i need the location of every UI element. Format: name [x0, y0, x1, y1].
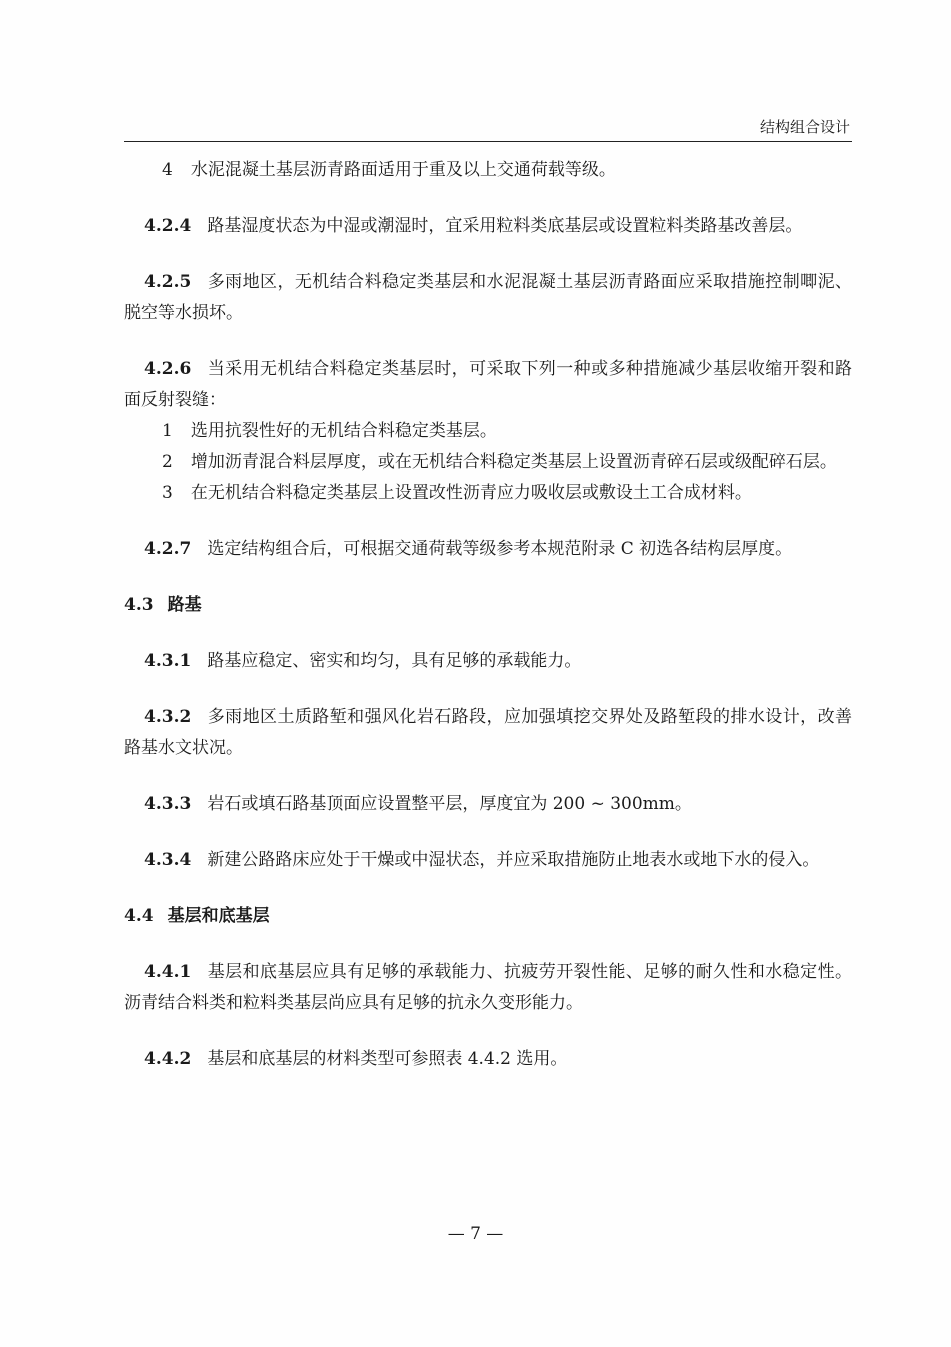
item-text: 在无机结合料稳定类基层上设置改性沥青应力吸收层或敷设土工合成材料。	[190, 483, 752, 503]
clause-number: 4.4.2	[144, 1049, 192, 1069]
page-number: — 7 —	[447, 1224, 504, 1244]
section-heading-4-3	[124, 590, 852, 621]
clause-number: 4.2.5	[144, 272, 192, 292]
section-number: 4.3	[124, 595, 154, 615]
clause-text: 路基应稳定、密实和均匀，具有足够的承载能力。	[207, 651, 582, 671]
list-item	[124, 155, 852, 186]
clause-number: 4.3.3	[144, 794, 192, 814]
clause-number: 4.3.1	[144, 651, 192, 671]
item-text: 选用抗裂性好的无机结合料稳定类基层。	[190, 421, 497, 441]
clause-number: 4.2.6	[144, 359, 192, 379]
list-item	[124, 416, 852, 447]
clause-number: 4.4.1	[144, 962, 192, 982]
item-number: 2	[162, 452, 173, 472]
item-text: 增加沥青混合料层厚度，或在无机结合料稳定类基层上设置沥青碎石层或级配碎石层。	[190, 452, 837, 472]
clause-number: 4.2.4	[144, 216, 192, 236]
item-number: 1	[162, 421, 173, 441]
clause-number: 4.3.2	[144, 707, 192, 727]
section-title: 路基	[167, 595, 202, 615]
clause-4-2-6	[124, 354, 852, 416]
section-heading-4-4	[124, 901, 852, 932]
clause-number: 4.3.4	[144, 850, 192, 870]
clause-text: 多雨地区土质路堑和强风化岩石路段，应加强填挖交界处及路堑段的排水设计，改善路基水文状况。	[124, 707, 852, 758]
item-number: 4	[162, 160, 173, 180]
document-body	[124, 155, 852, 1075]
clause-text: 多雨地区，无机结合料稳定类基层和水泥混凝土基层沥青路面应采取措施控制唧泥、脱空等水损坏。	[124, 272, 852, 323]
clause-4-3-1	[124, 646, 852, 677]
clause-number: 4.2.7	[144, 539, 192, 559]
clause-4-2-5	[124, 267, 852, 329]
clause-text: 岩石或填石路基顶面应设置整平层，厚度宜为 200 ~ 300mm。	[207, 794, 692, 814]
clause-4-2-7	[124, 534, 852, 565]
clause-text: 当采用无机结合料稳定类基层时，可采取下列一种或多种措施减少基层收缩开裂和路面反射裂缝：	[124, 359, 852, 410]
running-header-title: 结构组合设计	[759, 118, 850, 136]
list-item	[124, 447, 852, 478]
clause-4-3-2	[124, 702, 852, 764]
clause-text: 新建公路路床应处于干燥或中湿状态，并应采取措施防止地表水或地下水的侵入。	[207, 850, 820, 870]
clause-text: 基层和底基层应具有足够的承载能力、抗疲劳开裂性能、足够的耐久性和水稳定性。沥青结合料类和粒料类基层尚应具有足够的抗永久变形能力。	[124, 962, 852, 1013]
item-number: 3	[162, 483, 173, 503]
section-number: 4.4	[124, 906, 154, 926]
clause-4-4-2	[124, 1044, 852, 1075]
clause-4-3-3	[124, 789, 852, 820]
item-text: 水泥混凝土基层沥青路面适用于重及以上交通荷载等级。	[190, 160, 616, 180]
header-rule	[124, 141, 852, 142]
list-item	[124, 478, 852, 509]
clause-text: 路基湿度状态为中湿或潮湿时，宜采用粒料类底基层或设置粒料类路基改善层。	[207, 216, 803, 236]
clause-text: 基层和底基层的材料类型可参照表 4.4.2 选用。	[207, 1049, 568, 1069]
clause-text: 选定结构组合后，可根据交通荷载等级参考本规范附录 C 初选各结构层厚度。	[207, 539, 793, 559]
section-title: 基层和底基层	[167, 906, 270, 926]
clause-4-2-4	[124, 211, 852, 242]
clause-4-4-1	[124, 957, 852, 1019]
clause-4-3-4	[124, 845, 852, 876]
